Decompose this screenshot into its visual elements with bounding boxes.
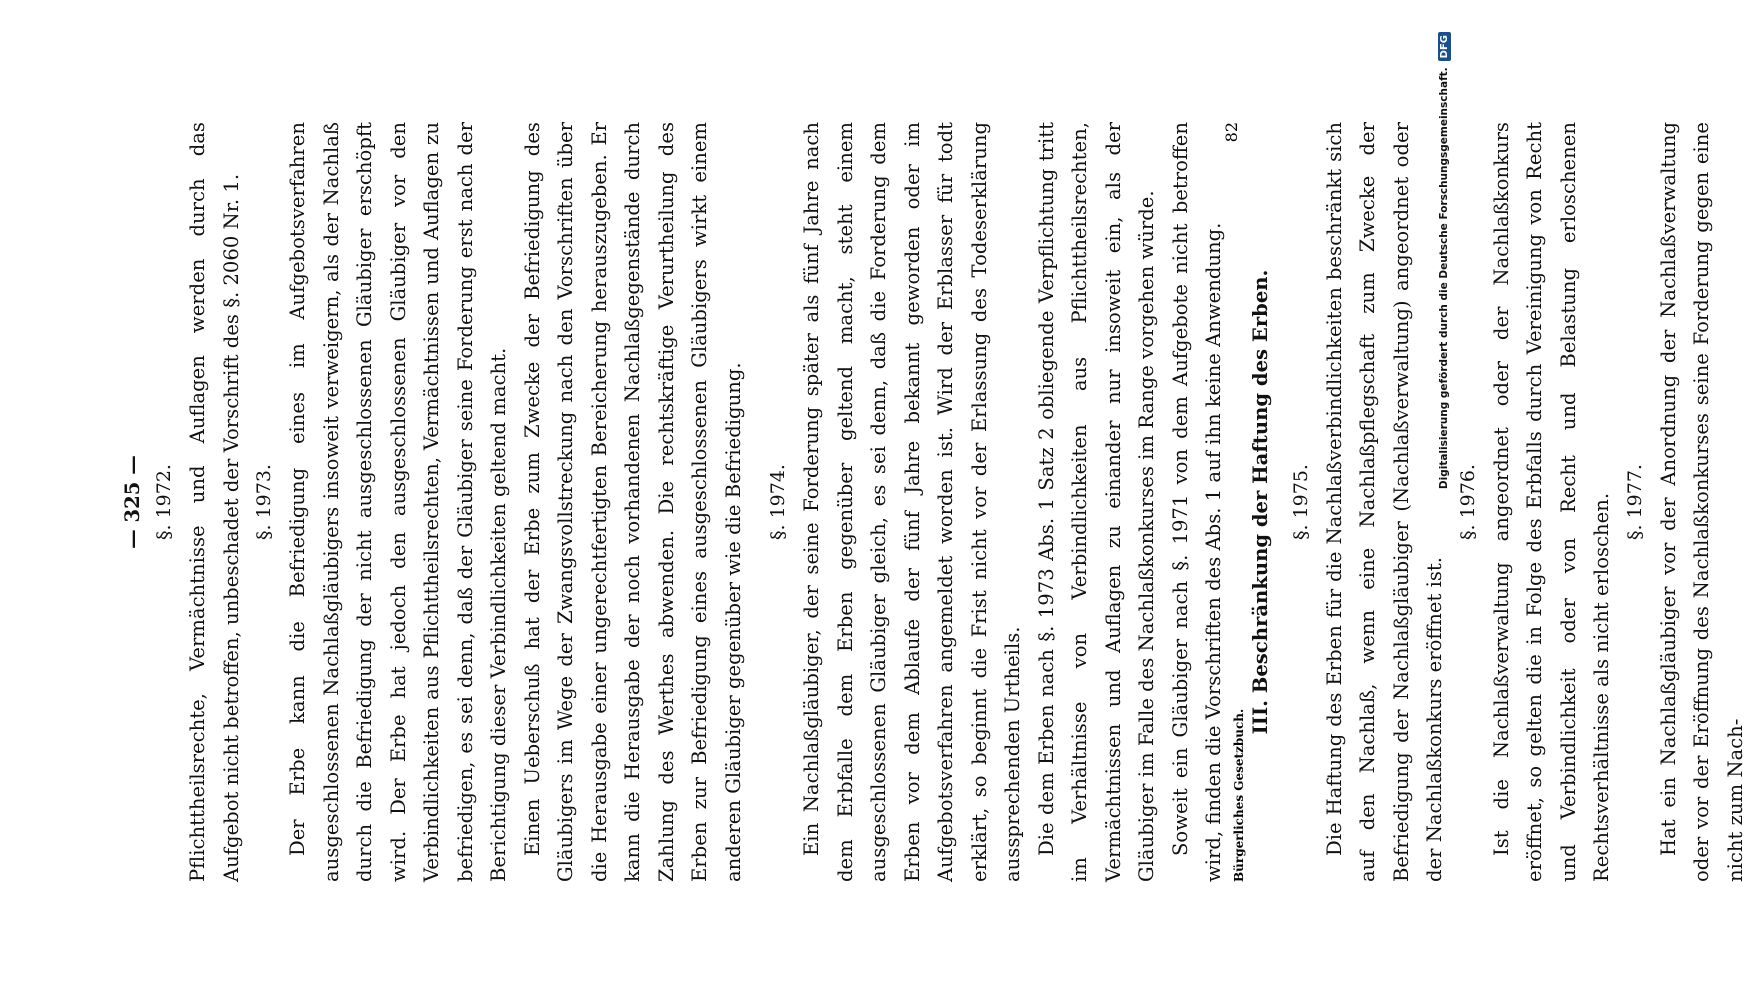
section-heading: §. 1973. [253,464,275,540]
paragraph: Pflichttheilsrechte, Vermächtnisse und Auflagen werden durch das Aufgebot nicht betroffen, unbeschadet der Vorschrift des §. 2060 Nr. 1. [186,122,243,882]
paragraph: Der Erbe kann die Befriedigung eines im Aufgebotsverfahren ausgeschlossenen Nachlaßgläubigers insoweit verweigern, als der Nachlaß durch die Befriedigung der nicht ausgeschlossenen Gläubiger erschöpft wird. Der Erbe hat jedoch den ausgeschlossenen Gläubiger vor den Verbindlichkeiten aus Pflichttheilsrechten, Vermächtnissen und Auflagen zu befriedigen, es sei denn, daß der Gläubiger seine Forderung erst nach der Berichtigung dieser Verbindlichkeiten geltend macht. [286,122,510,882]
section-1974 [762,122,1231,882]
paragraph: Die Haftung des Erben für die Nachlaßverbindlichkeiten beschränkt sich auf den Nachlaß, wenn eine Nachlaßpflegschaft zum Zwecke der Befriedigung der Nachlaßgläubiger (Nachlaßverwaltung) angeordnet oder der Nachlaßkonkurs eröffnet ist. [1322,122,1446,882]
page-body [120,122,1752,882]
section-1972 [148,122,248,882]
section-heading: §. 1972. [153,464,175,540]
page-footer [1222,122,1262,882]
section-heading: §. 1975. [1289,464,1312,540]
part-heading: III. Beschränkung der Haftung des Erben. [1248,269,1272,735]
signature-mark: 82 [1222,122,1241,143]
credit-text: Digitalisierung gefördert durch die Deutsche Forschungsgemeinschaft. [1438,67,1450,490]
page-header: — 325 — [121,455,144,549]
footer-book-title: Bürgerliches Gesetzbuch. [1232,708,1246,882]
paragraph: Soweit ein Gläubiger nach §. 1971 von dem Aufgebote nicht betroffen wird, finden die Vorschriften des Abs. 1 auf ihn keine Anwendung. [1168,122,1225,882]
paragraph: Hat ein Nachlaßgläubiger vor der Anordnung der Nachlaßverwaltung oder vor der Eröffnung des Nachlaßkonkurses seine Forderung gegen eine nicht zum Nach- [1656,122,1747,882]
digitization-credit [1436,0,1452,1000]
section-1976 [1452,122,1619,882]
paragraph: Einen Ueberschuß hat der Erbe zum Zwecke der Befriedigung des Gläubigers im Wege der Zwangsvollstreckung nach den Vorschriften über die Herausgabe einer ungerechtfertigten Bereicherung herauszugeben. Er kann die Herausgabe der noch vorhandenen Nachlaßgegenstände durch Zahlung des Werthes abwenden. Die rechtskräftige Verurtheilung des Erben zur Befriedigung eines ausgeschlossenen Gläubigers wirkt einem anderen Gläubiger gegenüber wie die Befriedigung. [520,122,745,882]
section-1973 [248,122,750,882]
section-heading: §. 1974. [767,464,789,540]
section-1977 [1619,122,1752,882]
paragraph: Die dem Erben nach §. 1973 Abs. 1 Satz 2 obliegende Verpflichtung tritt im Verhältnisse von Verbindlichkeiten aus Pflichttheilsrechten, Vermächtnissen und Auflagen zu einander nur insoweit ein, als der Gläubiger im Falle des Nachlaßkonkurses im Range vorgehen würde. [1034,122,1158,882]
dfg-logo-icon: DFG [1438,32,1451,61]
section-1975 [1285,122,1452,882]
paragraph: Ist die Nachlaßverwaltung angeordnet oder der Nachlaßkonkurs eröffnet, so gelten die in Folge des Erbfalls durch Vereinigung von Recht und Verbindlichkeit oder von Recht und Belastung erloschenen Rechtsverhältnisse als nicht erloschen. [1489,122,1613,882]
paragraph: Ein Nachlaßgläubiger, der seine Forderung später als fünf Jahre nach dem Erbfalle dem Erben gegenüber geltend macht, steht einem ausgeschlossenen Gläubiger gleich, es sei denn, daß die Forderung dem Erben vor dem Ablaufe der fünf Jahre bekannt geworden oder im Aufgebotsverfahren angemeldet worden ist. Wird der Erblasser für todt erklärt, so beginnt die Frist nicht vor der Erlassung des Todeserklärung aussprechenden Urtheils. [800,122,1024,882]
section-heading: §. 1977. [1623,464,1646,540]
section-heading: §. 1976. [1456,464,1479,540]
